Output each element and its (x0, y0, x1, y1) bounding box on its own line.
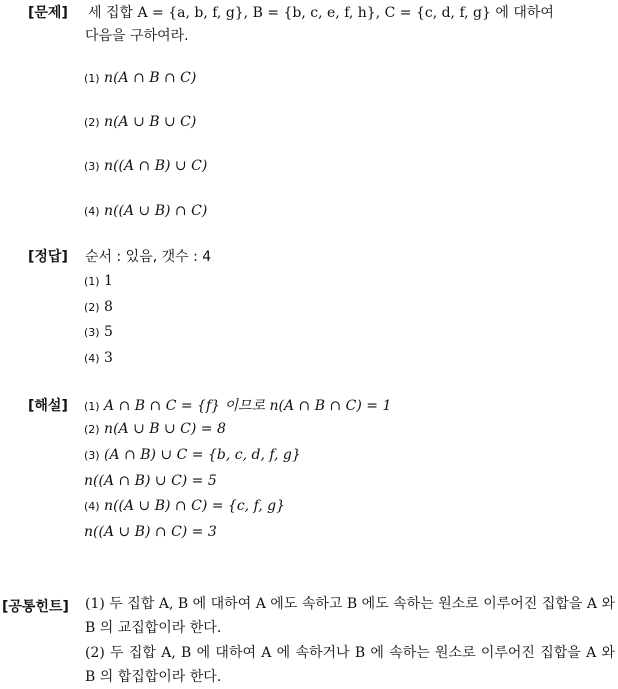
problem-item-number: (1) (84, 72, 100, 85)
answer-label: [정답] (28, 249, 68, 265)
solution-line-3 (84, 447, 301, 463)
problem-item-1 (84, 70, 196, 86)
solution-label: [해설] (28, 398, 68, 414)
solution-line-number: (4) (84, 500, 100, 513)
answer-item-value: 5 (104, 324, 113, 340)
problem-item-expr: n((A ∪ B) ∩ C) (104, 203, 208, 219)
problem-item-4 (84, 203, 207, 219)
problem-item-expr: n((A ∩ B) ∪ C) (104, 158, 208, 174)
solution-line-4 (84, 473, 217, 489)
answer-item-4 (84, 350, 113, 366)
solution-line-1 (84, 395, 391, 415)
solution-line-text: n((A ∪ B) ∩ C) = {c, f, g} (104, 498, 286, 514)
problem-statement-line1: 세 집합 A = {a, b, f, g}, B = {b, c, e, f, h}, C = {c, d, f, g} 에 대하여 (88, 5, 554, 21)
problem-item-expr: n(A ∩ B ∩ C) (104, 70, 197, 86)
solution-line-text: n((A ∩ B) ∪ C) = 5 (84, 473, 217, 489)
problem-item-expr: n(A ∪ B ∪ C) (104, 114, 197, 130)
solution-line-number: (3) (84, 449, 100, 462)
hint-label: [공통힌트] (2, 599, 69, 615)
answer-header: 순서 : 있음, 갯수 : 4 (85, 249, 212, 265)
answer-item-value: 3 (104, 350, 113, 366)
problem-item-number: (3) (84, 160, 100, 173)
answer-item-3 (84, 324, 113, 340)
solution-line-text: n((A ∪ B) ∩ C) = 3 (84, 524, 217, 540)
hint-paragraph-1: (1) 두 집합 A, B 에 대하여 A 에도 속하고 B 에도 속하는 원소로 이루어진 집합을 A 와 B 의 교집합이라 한다. (85, 596, 615, 636)
problem-statement-line2: 다음을 구하여라. (85, 28, 189, 44)
answer-item-value: 8 (104, 299, 113, 315)
solution-line-text: (A ∩ B) ∪ C = {b, c, d, f, g} (104, 447, 301, 463)
solution-line-number: (1) (84, 400, 100, 413)
answer-item-value: 1 (104, 273, 113, 289)
solution-line-text: n(A ∪ B ∪ C) = 8 (104, 421, 226, 437)
problem-item-3 (84, 158, 207, 174)
problem-item-number: (4) (84, 205, 100, 218)
answer-item-1 (84, 273, 113, 289)
solution-line-6 (84, 524, 217, 540)
hint-paragraph-2: (2) 두 집합 A, B 에 대하여 A 에 속하거나 B 에 속하는 원소로 이루어진 집합을 A 와 B 의 합집합이라 한다. (85, 645, 615, 685)
problem-item-2 (84, 114, 196, 130)
answer-item-number: (4) (84, 352, 100, 365)
problem-item-number: (2) (84, 116, 100, 129)
solution-line-2 (84, 421, 226, 437)
solution-line-text: A ∩ B ∩ C = {f} 이므로 n(A ∩ B ∩ C) = 1 (104, 398, 392, 414)
answer-item-number: (2) (84, 301, 100, 314)
answer-item-number: (1) (84, 275, 100, 288)
problem-label: [문제] (28, 5, 68, 21)
answer-item-number: (3) (84, 326, 100, 339)
solution-line-5 (84, 498, 285, 514)
answer-item-2 (84, 299, 113, 315)
solution-line-number: (2) (84, 423, 100, 436)
